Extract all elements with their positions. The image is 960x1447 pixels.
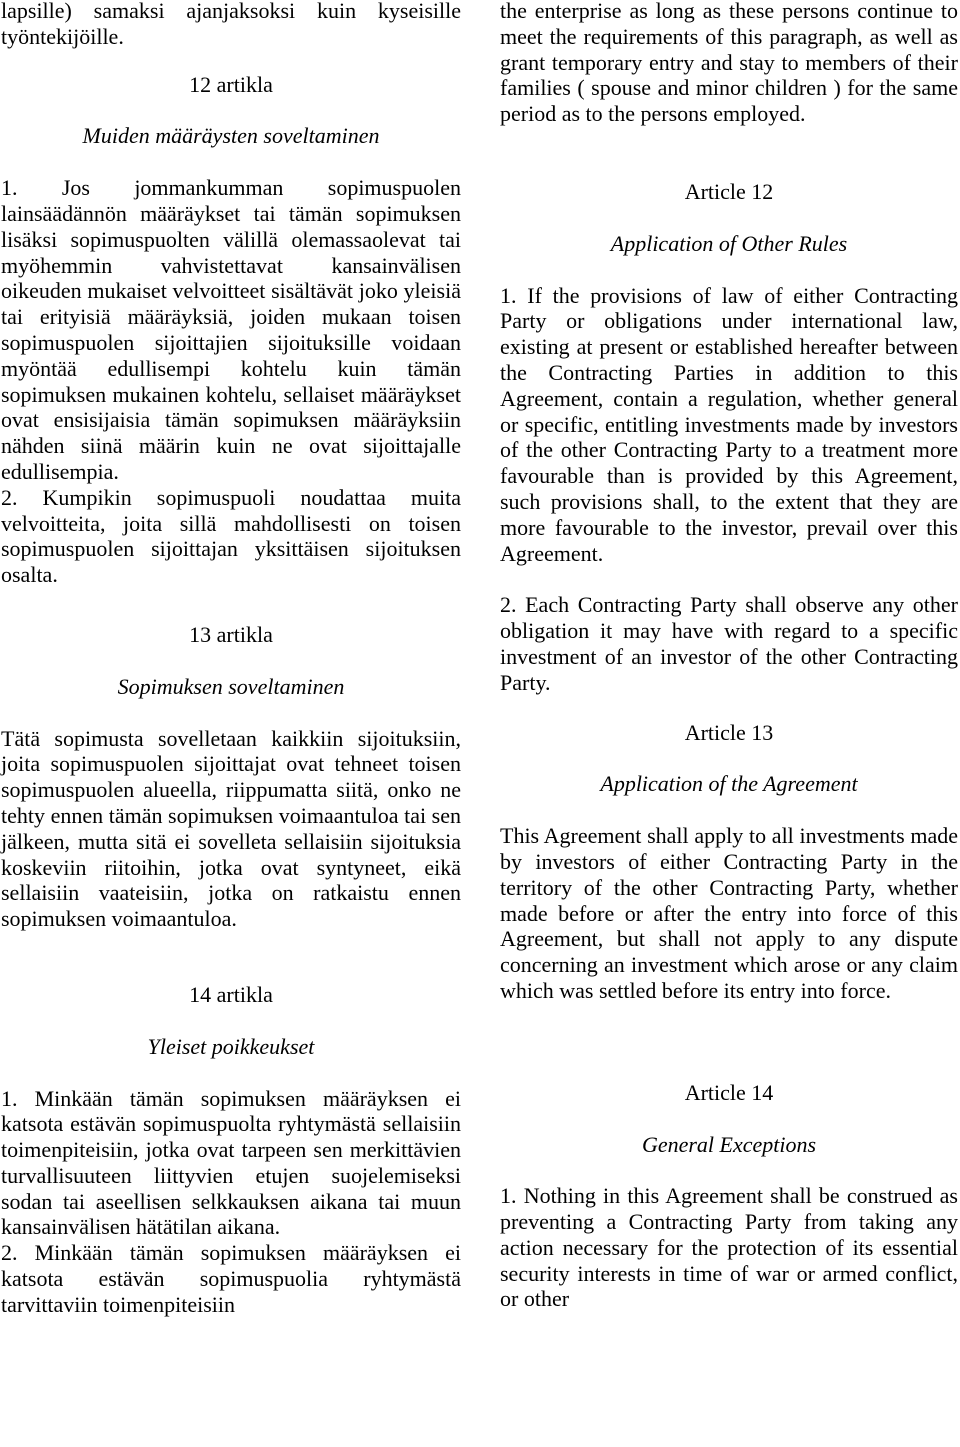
english-column — [500, 0, 958, 1312]
en-article-13-heading: Article 13 — [684, 719, 774, 745]
fi-article-12-paragraph-2: 2. Kumpikin sopimuspuoli noudattaa muita velvoitteita, joita sillä mahdollisesti on toisen sopimuspuolen sijoittajan yksittäisen sijoituksen osalta. — [1, 484, 461, 588]
en-article-12-paragraph-2: 2. Each Contracting Party shall observe any other obligation it may have with regard to a specific investment of an investor of the other Contracting Party. — [500, 592, 958, 695]
fi-article-12-title: Muiden määräysten soveltaminen — [82, 123, 380, 149]
fi-article-14-paragraph-1: 1. Minkään tämän sopimuksen määräyksen ei katsota estävän sopimuspuolta ryhtymästä sellaisiin toimenpiteisiin, jotka ovat tarpeen sen merkittävien turvallisuuteen liittyvien etujen suojelemiseksi sodan tai aseellisen selkkauksen aikana tai muun kansainvälisen hätätilan aikana. — [1, 1085, 461, 1240]
en-article-12-paragraph-1: 1. If the provisions of law of either Contracting Party or obligations under international law, existing at present or established hereafter between the Contracting Parties in addition to this Agreement, contain a regulation, whether general or specific, entitling investments made by investors of the other Contracting Party to a treatment more favourable than is provided by this Agreement, such provisions shall, to the extent that they are more favourable to the investor, prevail over this Agreement. — [500, 282, 958, 566]
fi-article-13-title: Sopimuksen soveltaminen — [117, 673, 345, 699]
en-article-12-heading: Article 12 — [684, 178, 774, 204]
en-article-14-heading: Article 14 — [684, 1079, 774, 1105]
fi-article-14-heading: 14 artikla — [189, 981, 273, 1007]
en-article-13-paragraph-1: This Agreement shall apply to all investments made by investors of either Contracting Party in the territory of the other Contracting Party, whether made before or after the entry into force of this Agreement, but shall not apply to any dispute concerning an investment which arose or any claim which was settled before its entry into force. — [500, 823, 958, 1003]
en-article-14-paragraph-1: 1. Nothing in this Agreement shall be construed as preventing a Contracting Party from taking any action necessary for the protection of its essential security interests in time of war or armed conflict, or other — [500, 1183, 958, 1312]
en-article-13-title: Application of the Agreement — [600, 771, 858, 797]
fi-intro-paragraph: lapsille) samaksi ajanjaksoksi kuin kyseisille työntekijöille. — [1, 0, 461, 49]
en-intro-paragraph: the enterprise as long as these persons continue to meet the requirements of this paragraph, as well as grant temporary entry and stay to members of their families ( spouse and minor children ) for the same period as to the persons employed. — [500, 0, 958, 127]
finnish-column — [1, 0, 461, 1318]
fi-article-13-heading: 13 artikla — [189, 621, 273, 647]
fi-article-12-paragraph-1: 1. Jos jommankumman sopimuspuolen lainsäädännön määräykset tai tämän sopimuksen lisäksi sopimuspuolten välillä olemassaolevat tai myöhemmin vahvistettavat kansainvälisen oikeuden mukaiset velvoitteet sisältävät joko yleisiä tai erityisiä määräyksiä, joiden mukaan toisen sopimuspuolen sijoittajien sijoituksille voidaan myöntää edullisempi kohtelu kuin tämän sopimuksen mukainen kohtelu, sellaiset määräykset ovat ensisijaisia tämän sopimuksen määräyksiin nähden siinä määrin kuin ne ovat sijoittajalle edullisempia. — [1, 175, 461, 484]
fi-article-13-paragraph-1: Tätä sopimusta sovelletaan kaikkiin sijoituksiin, joita sopimuspuolen sijoittajat ovat tehneet toisen sopimuspuolen alueella, riippumatta siitä, onko ne tehty ennen tämän sopimuksen voimaantuloa tai sen jälkeen, mutta sitä ei sovelleta sellaisiin sijoituksia koskeviin riitoihin, jotka ovat syntyneet, eikä sellaisiin vaateisiin, jotka on ratkaistu ennen sopimuksen voimaantuloa. — [1, 725, 461, 932]
en-article-12-title: Application of Other Rules — [610, 230, 848, 256]
fi-article-14-title: Yleiset poikkeukset — [147, 1033, 315, 1059]
fi-article-14-paragraph-2: 2. Minkään tämän sopimuksen määräyksen ei katsota estävän sopimuspuolia ryhtymästä tarvittaviin toimenpiteisiin — [1, 1240, 461, 1317]
fi-article-12-heading: 12 artikla — [189, 71, 273, 97]
en-article-14-title: General Exceptions — [641, 1131, 817, 1157]
